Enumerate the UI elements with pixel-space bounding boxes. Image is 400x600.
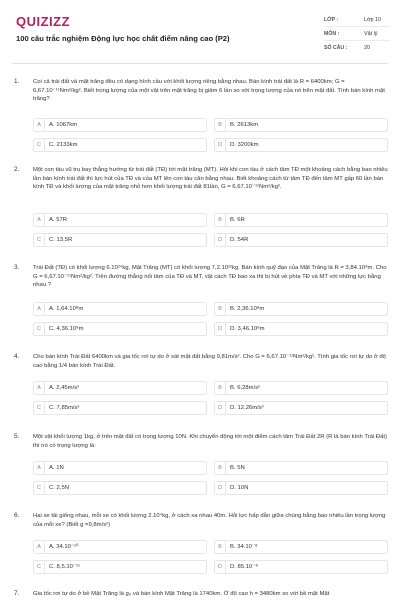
option-text: B. 6,28m/s² xyxy=(230,385,261,391)
option-c[interactable] xyxy=(33,322,207,336)
option-letter: C xyxy=(34,402,45,414)
option-a[interactable] xyxy=(33,302,207,316)
option-letter: B xyxy=(215,303,226,315)
page-title: 100 câu trắc nghiệm Động lực học chất điểm nâng cao (P2) xyxy=(16,34,230,43)
option-b[interactable] xyxy=(214,540,388,554)
question-number: 2. xyxy=(14,166,20,173)
meta-row-count xyxy=(324,41,390,55)
option-text: B. 2613km xyxy=(230,122,259,128)
option-letter: C xyxy=(34,561,45,573)
question-number: 5. xyxy=(14,433,20,440)
option-text: A. 1,64.10⁸m xyxy=(49,306,84,312)
question-text: Coi cả trái đất và mặt trăng đều có dạng hình cầu với khối lượng riêng bằng nhau. Bán kính trái đất là R = 6400km; G = 6,67.10⁻¹¹Nm²/kg². Biết trọng lượng của một vật trên mặt trăng bị giảm 6 lần so với trọng lượng của nó trên mặt đất. Tính bán kính mặt trăng? xyxy=(33,79,385,103)
option-letter: D xyxy=(215,561,226,573)
option-letter: B xyxy=(215,214,226,226)
document-header xyxy=(0,0,400,64)
meta-label: LỚP : xyxy=(324,16,339,23)
option-c[interactable] xyxy=(33,401,207,415)
option-letter: A xyxy=(34,214,45,226)
option-b[interactable] xyxy=(214,213,388,227)
option-text: C. 2133km xyxy=(49,142,78,148)
question-text: Trái Đất (TĐ) có khối lượng 6.10²⁴kg, Mặt Trăng (MT) có khối lượng 7,2.10²²kg. Bán kính quỹ đạo của Mặt Trăng là R = 3,84.10⁸m. Cho G = 6,67.10⁻¹¹Nm²/kg². Trên đường thẳng nối tâm của TĐ và MT, vật cách TĐ bao xa thì bị hút về phía TĐ và MT với những lực bằng nhau ? xyxy=(33,265,387,289)
option-text: D. 12,26m/s² xyxy=(230,405,264,411)
option-text: B. 34.10⁻⁸ xyxy=(230,544,258,550)
question-text: Một vật khối lượng 1kg, ở trên mặt đất có trọng lượng 10N. Khi chuyển động tới một điểm cách tâm Trái Đất 2R (R là bán kính Trái Đất) thì nó có trọng lượng là: xyxy=(33,434,388,449)
option-c[interactable] xyxy=(33,481,207,495)
header-divider xyxy=(12,63,388,64)
option-letter: B xyxy=(215,541,226,553)
option-letter: B xyxy=(215,119,226,131)
meta-value: Vật lý xyxy=(364,30,378,37)
option-b[interactable] xyxy=(214,461,388,475)
meta-value: 20 xyxy=(364,45,370,51)
question-number: 7. xyxy=(14,590,20,597)
option-a[interactable] xyxy=(33,381,207,395)
option-a[interactable] xyxy=(33,213,207,227)
option-text: D. 85.10⁻⁸ xyxy=(230,564,258,570)
option-letter: D xyxy=(215,234,226,246)
option-c[interactable] xyxy=(33,233,207,247)
option-text: A. 57R xyxy=(49,217,68,223)
option-letter: C xyxy=(34,323,45,335)
meta-label: SỐ CÂU : xyxy=(324,45,348,51)
option-letter: A xyxy=(34,382,45,394)
option-c[interactable] xyxy=(33,138,207,152)
option-letter: B xyxy=(215,462,226,474)
meta-value: Lớp 10 xyxy=(364,16,382,23)
option-text: C. 2,5N xyxy=(49,485,69,491)
option-letter: D xyxy=(215,482,226,494)
option-letter: A xyxy=(34,303,45,315)
question-text: Cho bán kính Trái Đất 6400km và gia tốc rơi tự do ở sát mặt đất bằng 9,81m/s². Cho G = 6,67.10⁻¹¹Nm²/kg². Tính gia tốc rơi tự do ở độ cao bằng 1/4 bán kính Trái Đất. xyxy=(33,354,386,369)
option-letter: D xyxy=(215,139,226,151)
option-letter: C xyxy=(34,234,45,246)
option-text: C. 4,36.10⁸m xyxy=(49,326,84,332)
option-text: C. 8,5.10⁻¹¹ xyxy=(49,564,80,570)
option-letter: C xyxy=(34,482,45,494)
option-text: A. 1N xyxy=(49,465,64,471)
option-letter: D xyxy=(215,402,226,414)
question-number: 6. xyxy=(14,512,20,519)
question-number: 3. xyxy=(14,264,20,271)
question-text: Gia tốc rơi tự do ở bề Mặt Trăng là g₀ và bán kính Mặt Trăng là 1740km. Ở độ cao h = 3480km so với bề mặt Mặt xyxy=(33,591,330,597)
option-a[interactable] xyxy=(33,118,207,132)
option-text: C. 7,85m/s² xyxy=(49,405,80,411)
meta-row-subject xyxy=(324,27,390,41)
option-text: A. 1067km xyxy=(49,122,78,128)
option-d[interactable] xyxy=(214,138,388,152)
option-letter: C xyxy=(34,139,45,151)
option-letter: D xyxy=(215,323,226,335)
option-letter: B xyxy=(215,382,226,394)
option-text: D. 3200km xyxy=(230,142,259,148)
option-d[interactable] xyxy=(214,322,388,336)
option-text: D. 10N xyxy=(230,485,249,491)
option-d[interactable] xyxy=(214,481,388,495)
question-number: 1. xyxy=(14,78,20,85)
option-d[interactable] xyxy=(214,233,388,247)
option-text: B. 2,36.10⁸m xyxy=(230,306,265,312)
option-text: D. 3,46.10⁸m xyxy=(230,326,265,332)
option-letter: A xyxy=(34,462,45,474)
option-b[interactable] xyxy=(214,302,388,316)
option-text: B. 5N xyxy=(230,465,245,471)
question-text: Một con tàu vũ trụ bay thẳng hướng từ trái đất (TĐ) tới mặt trăng (MT). Hỏi khi con tàu ở cách tâm TĐ một khoảng cách bằng bao nhiêu lần bán kính trái đất thì lực hút của TĐ và của MT lên con tàu cân bằng nhau. Biết khoảng cách từ tâm TĐ đến tâm MT gấp 60 lần bán kính TĐ và khối lượng của mặt trăng nhỏ hơn khối lượng trái đất 81lần, G = 6,67.10⁻¹¹Nm²/kg². xyxy=(33,167,388,191)
quizizz-logo: QUIZIZZ xyxy=(16,14,71,29)
option-a[interactable] xyxy=(33,461,207,475)
option-d[interactable] xyxy=(214,401,388,415)
option-letter: A xyxy=(34,541,45,553)
meta-row-class xyxy=(324,13,390,27)
option-text: B. 6R xyxy=(230,217,245,223)
option-text: A. 2,45m/s² xyxy=(49,385,80,391)
option-text: D. 54R xyxy=(230,237,249,243)
option-b[interactable] xyxy=(214,118,388,132)
option-c[interactable] xyxy=(33,560,207,574)
option-text: C. 13,5R xyxy=(49,237,73,243)
meta-info xyxy=(324,13,390,55)
option-a[interactable] xyxy=(33,540,207,554)
option-text: A. 34.10⁻¹⁰ xyxy=(49,544,79,550)
question-text: Hai xe tải giống nhau, mỗi xe có khối lượng 2.10⁴kg, ở cách xa nhau 40m. Hỏi lực hấp dẫn giữa chúng bằng bao nhiêu lần trọng lượng của mỗi xe? (Biết g =9,8m/s²) xyxy=(33,513,386,528)
option-letter: A xyxy=(34,119,45,131)
question-number: 4. xyxy=(14,353,20,360)
meta-label: MÔN : xyxy=(324,30,340,37)
option-d[interactable] xyxy=(214,560,388,574)
option-b[interactable] xyxy=(214,381,388,395)
